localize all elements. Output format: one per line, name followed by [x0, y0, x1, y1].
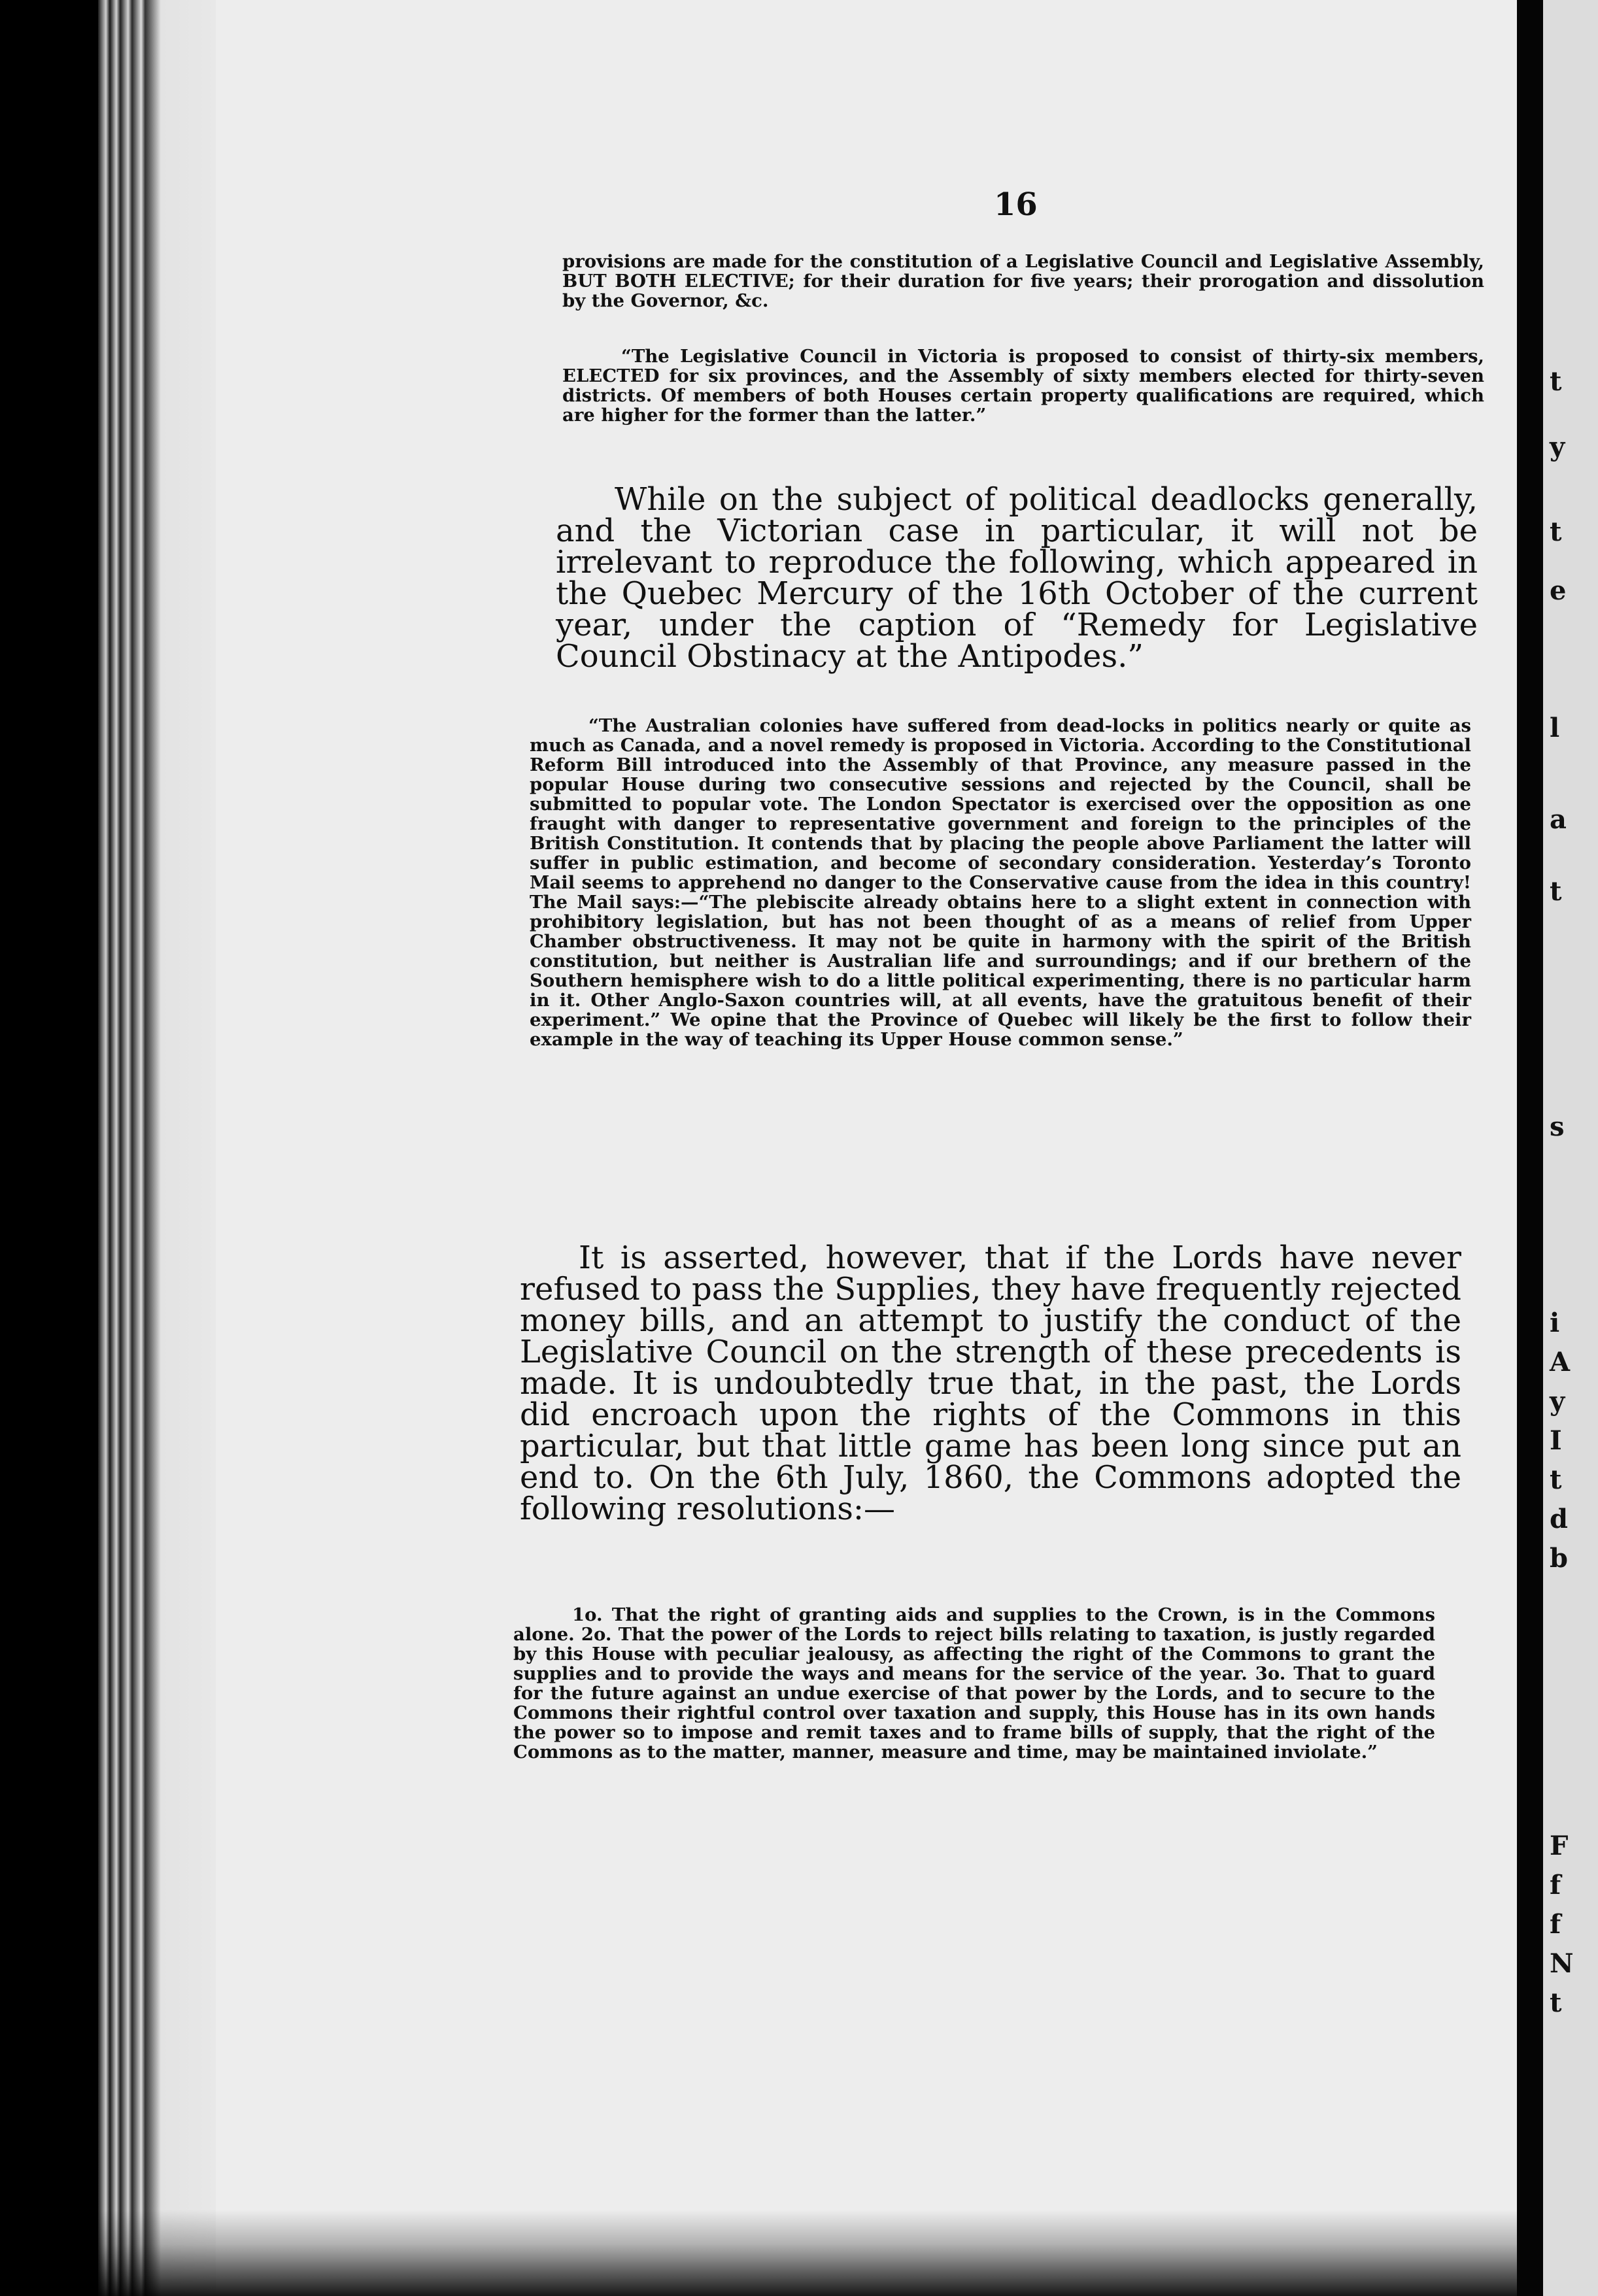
adjacent-page-fragment: d — [1550, 1504, 1568, 1534]
quote-australian-colonies: “The Australian colonies have suffered from dead-locks in politics nearly or quite as much as Canada, and a novel remedy is proposed in Victoria. According to the Constitutional Reform Bill introduced into the Assembly of that Province, any measure passed in the popular House during two consecutive sessions and rejected by the Council, shall be submitted to popular vote. The London Spectator is exercised over the opposition as one fraught with danger to representative government and foreign to the principles of the British Constitution. It contends that by placing the people above Parliament the latter will suffer in public estimation, and become of secondary consideration. Yesterday’s Toronto Mail seems to apprehend no danger to the Conservative cause from the idea in this country! The Mail says:—“The plebiscite already obtains here to a slight extent in connection with prohibitory legislation, but has not been thought of as a means of relief from Upper Chamber obstructiveness. It may not be quite in harmony with the spirit of the British constitution, but neither is Australian life and surroundings; and if our brethern of the Southern hemisphere wish to do a little political experimenting, there is no particular harm in it. Other Anglo-Saxon countries will, at all events, have the gratuitous benefit of their experiment.” We opine that the Province of Quebec will likely be the first to follow their example in the way of teaching its Upper House common sense.” — [530, 715, 1471, 1050]
adjacent-page-fragment: f — [1550, 1909, 1561, 1940]
adjacent-page-fragment: N — [1550, 1948, 1574, 1979]
adjacent-page-fragment: t — [1550, 1464, 1562, 1495]
quote-resolutions: 1o. That the right of granting aids and supplies to the Crown, is in the Commons alone. 2o. That the power of the Lords to reject bills relating to taxation, is justly regarded by this House with peculiar jealousy, as affecting the right of the Commons to grant the supplies and to provide the ways and means for the service of the year. 3o. That to guard for the future against an undue exercise of that power by the Lords, and to secure to the Commons their rightful control over taxation and supply, this House has in its own hands the power so to impose and remit taxes and to frame bills of supply, that the right of the Commons as to the matter, manner, measure and time, may be maintained inviolate.” — [513, 1604, 1435, 1763]
paragraph-provisions: provisions are made for the constitution of a Legislative Council and Legislative Assembly, BUT BOTH ELECTIVE; for their duration for five years; their prorogation and dissolution by the Governor, &c. — [562, 251, 1484, 311]
bottom-shadow — [98, 2210, 1517, 2296]
adjacent-page-fragment: a — [1550, 804, 1567, 835]
paragraph-lords-supplies: It is asserted, however, that if the Lords have never refused to pass the Supplies, they have frequently rejected money bills, and an attempt to justify the conduct of the Legislative Council on the strength of these precedents is made. It is undoubtedly true that, in the past, the Lords did encroach upon the rights of the Commons in this particular, but that little game has been long since put an end to. On the 6th July, 1860, the Commons adopted the following resolutions:— — [520, 1240, 1461, 1527]
page-number: 16 — [994, 186, 1038, 223]
adjacent-page-fragment: A — [1550, 1347, 1571, 1377]
adjacent-page-edge — [1543, 0, 1598, 2296]
adjacent-page-fragment: F — [1550, 1831, 1569, 1861]
page-edge-stack — [98, 0, 229, 2296]
adjacent-page-fragment: i — [1550, 1308, 1560, 1338]
adjacent-page-fragment: f — [1550, 1870, 1561, 1900]
adjacent-page-fragment: y — [1550, 431, 1565, 462]
adjacent-page-fragment: b — [1550, 1543, 1568, 1574]
book-page — [216, 0, 1517, 2296]
adjacent-page-fragment: y — [1550, 1386, 1565, 1417]
adjacent-page-fragment: e — [1550, 575, 1567, 606]
quote-legislative-council: “The Legislative Council in Victoria is proposed to consist of thirty-six members, ELECTED for six provinces, and the Assembly of sixty members elected for thirty-seven districts. Of members of both Houses certain property qualifications are required, which are higher for the former than the latter.” — [562, 346, 1484, 426]
adjacent-page-fragment: l — [1550, 713, 1560, 743]
book-binding — [1517, 0, 1543, 2296]
paragraph-political-deadlocks: While on the subject of political deadlocks generally, and the Victorian case in particular, it will not be irrelevant to reproduce the following, which appeared in the Quebec Mercury of the 16th October of the current year, under the caption of “Remedy for Legislative Council Obstinacy at the Antipodes.” — [556, 481, 1478, 675]
adjacent-page-fragment: s — [1550, 1111, 1565, 1142]
adjacent-page-fragment: t — [1550, 1987, 1562, 2018]
adjacent-page-fragment: t — [1550, 876, 1562, 907]
adjacent-page-fragment: t — [1550, 516, 1562, 547]
adjacent-page-fragment: t — [1550, 366, 1562, 397]
adjacent-page-fragment: I — [1550, 1425, 1562, 1456]
